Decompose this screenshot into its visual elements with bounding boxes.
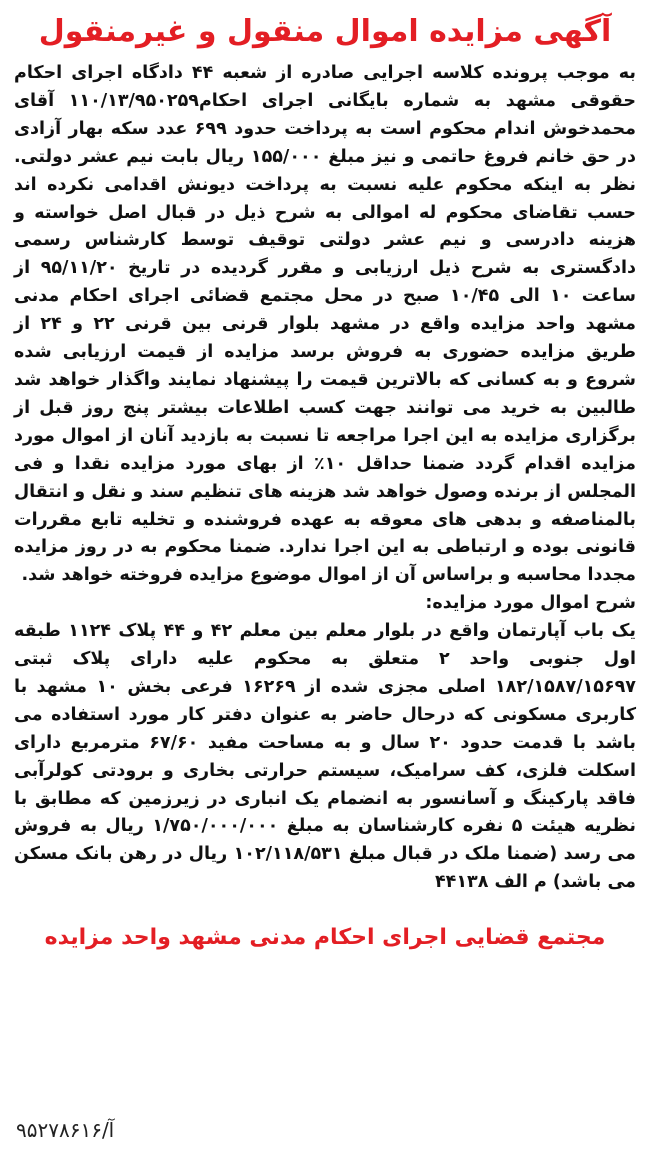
property-section-heading: شرح اموال مورد مزایده: bbox=[425, 593, 636, 614]
property-paragraph: یک باب آپارتمان واقع در بلوار معلم بین معلم ۴۲ و ۴۴ پلاک ۱۱۲۴ طبقه اول جنوبی واحد ۲ متعلق به محکوم علیه دارای پلاک ثبتی ۱۸۲/۱۵۸۷/۱۵۶۹۷ اصلی مجزی شده از ۱۶۲۶۹ فرعی بخش ۱۰ مشهد با کاربری مسکونی که درحال حاضر به عنوان دفتر کار مورد استفاده می باشد با قدمت حدود ۲۰ سال و به مساحت مفید ۶۷/۶۰ مترمربع دارای اسکلت فلزی، کف سرامیک، سیستم حرارتی بخاری و برودتی کولرآبی فاقد پارکینگ و آسانسور به انضمام یک انباری در زیرزمین که مطابق با نظریه هیئت ۵ نفره کارشناسان به مبلغ ۱/۷۵۰/۰۰۰/۰۰۰ ریال به فروش می رسد (ضمنا ملک در قبال مبلغ ۱۰۲/۱۱۸/۵۳۱ ریال در رهن بانک مسکن می باشد) م الف ۴۴۱۳۸ bbox=[14, 621, 637, 893]
notice-body bbox=[14, 60, 636, 897]
main-paragraph: به موجب پرونده کلاسه اجرایی صادره از شعبه ۴۴ دادگاه اجرای احکام حقوقی مشهد به شماره بایگانی اجرای احکام۱۱۰/۱۳/۹۵۰۲۵۹ آقای محمدخوش اندام محکوم است به پرداخت حدود ۶۹۹ عدد سکه بهار آزادی در حق خانم فروغ حاتمی و نیز مبلغ ۱۵۵/۰۰۰ ریال بابت نیم عشر دولتی. نظر به اینکه محکوم علیه نسبت به پرداخت دیونش اقدامی نکرده اند حسب تقاضای محکوم له اموالی به شرح ذیل در قبال اصل خواسته و هزینه دادرسی و نیم عشر دولتی توقیف توسط کارشناس رسمی دادگستری به شرح ذیل ارزیابی و مقرر گردیده در تاریخ ۹۵/۱۱/۲۰ از ساعت ۱۰ الی ۱۰/۴۵ صبح در محل مجتمع قضائی اجرای احکام مدنی مشهد واحد مزایده واقع در مشهد بلوار قرنی بین قرنی ۲۲ و ۲۴ از طریق مزایده حضوری به فروش برسد مزایده از قیمت ارزیابی شده شروع و به کسانی که بالاترین قیمت را پیشنهاد نمایند واگذار خواهد شد طالبین به خرید می توانند جهت کسب اطلاعات بیشتر پنج روز قبل از برگزاری مزایده به این اجرا مراجعه تا نسبت به بازدید آنان از اموال مورد مزایده اقدام گردد ضمنا حداقل ۱۰٪ از بهای مورد مزایده نقدا و فی المجلس از برنده وصول خواهد شد هزینه های تنظیم سند و نقل و انتقال بالمناصفه و بدهی های معوقه به عهده فروشنده و تخلیه تابع مقررات قانونی بوده و ارتباطی به این اجرا ندارد. ضمنا محکوم به در روز مزایده مجددا محاسبه و براساس آن از اموال موضوع مزایده فروخته خواهد شد. bbox=[14, 63, 637, 586]
issuer-title: مجتمع قضایی اجرای احکام مدنی مشهد واحد مزایده bbox=[44, 925, 606, 951]
reference-code: آ/۹۵۲۷۸۶۱۶ bbox=[16, 1118, 115, 1142]
notice-title: آگهی مزایده اموال منقول و غیرمنقول bbox=[38, 14, 612, 49]
